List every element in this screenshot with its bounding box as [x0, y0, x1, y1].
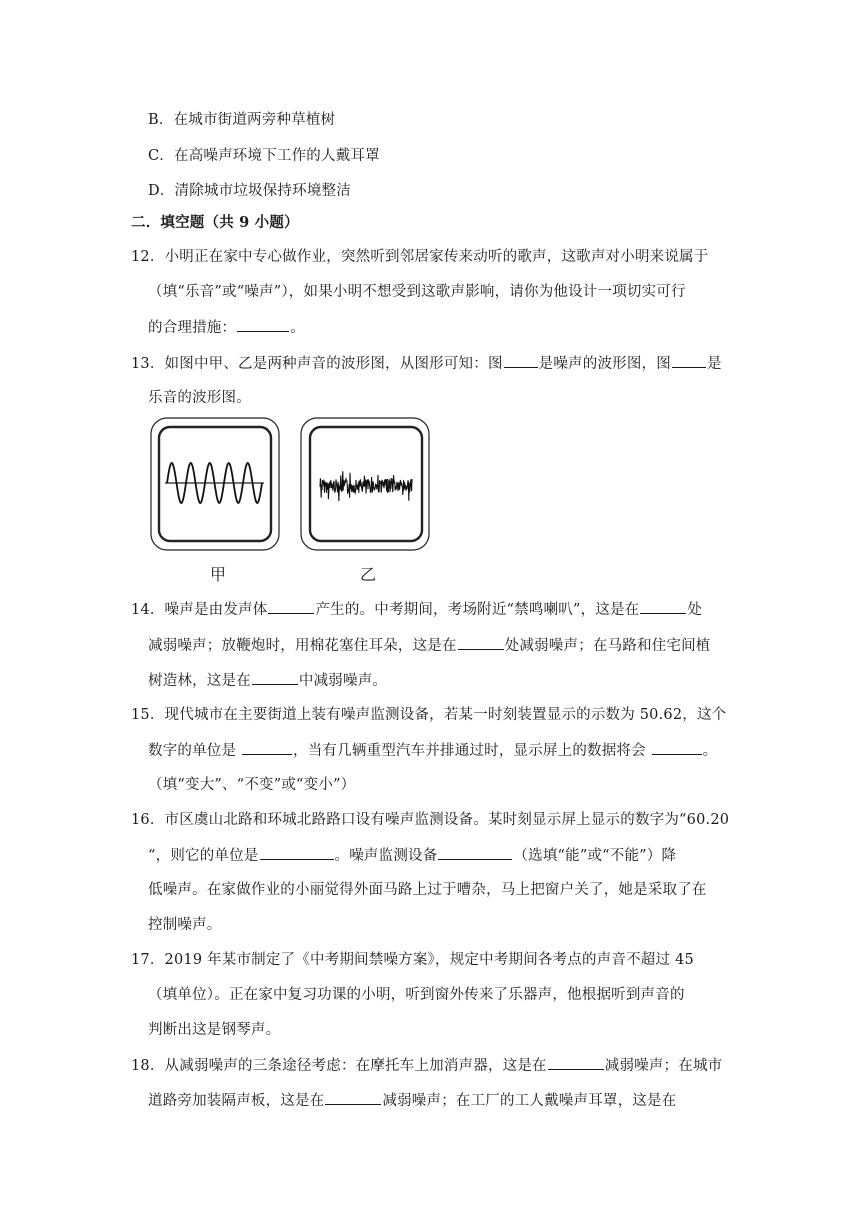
q13-line1-text: 13．如图中甲、乙是两种声音的波形图，从图形可知：图 — [131, 356, 503, 372]
q17-line2: （填单位）。正在家中复习功课的小明，听到窗外传来了乐器声，他根据听到声音的 — [148, 987, 685, 1003]
option-d: D．清除城市垃圾保持环境整洁 — [148, 183, 351, 199]
q15-line2-text: 数字的单位是 — [148, 743, 242, 759]
label-yi: 乙 — [360, 565, 377, 584]
q15-line1: 15．现代城市在主要街道上装有噪声监测设备，若某一时刻装置显示的示数为 50.62，这个 — [131, 707, 727, 723]
q14-line1-text: 14．噪声是由发声体 — [131, 602, 268, 618]
q14-line1 — [131, 599, 702, 620]
q18-line2-text: 道路旁加装隔声板，这是在 — [148, 1093, 325, 1109]
q13-line1-mid: 是噪声的波形图，图 — [538, 356, 671, 372]
answer-blank[interactable] — [268, 599, 314, 614]
q18-line1-text: 18．从减弱噪声的三条途径考虑：在摩托车上加消声器，这是在 — [131, 1058, 547, 1074]
answer-blank[interactable] — [242, 740, 292, 755]
answer-blank[interactable] — [325, 1090, 381, 1105]
q18-line1-end: 减弱噪声；在城市 — [604, 1058, 723, 1074]
q14-line3-end: 中减弱噪声。 — [298, 673, 388, 689]
q15-line2 — [148, 740, 717, 761]
q16-line2 — [148, 845, 676, 866]
answer-blank[interactable] — [438, 845, 512, 860]
q14-line2-text: 减弱噪声；放鞭炮时，用棉花塞住耳朵，这是在 — [148, 638, 457, 654]
q18-line2 — [148, 1090, 676, 1111]
q14-line3-text: 树造林，这是在 — [148, 673, 251, 689]
q16-line2-end: （选填“能”或“不能”）降 — [513, 848, 677, 864]
answer-blank[interactable] — [504, 353, 538, 368]
q14-line2 — [148, 635, 711, 656]
q18-line1 — [131, 1055, 722, 1076]
answer-blank[interactable] — [252, 670, 298, 685]
label-jia: 甲 — [210, 565, 227, 584]
q15-line2-end: 。 — [702, 743, 718, 759]
q16-line3: 低噪声。在家做作业的小丽觉得外面马路上过于嘈杂，马上把窗户关了，她是采取了在 — [148, 882, 707, 898]
answer-blank[interactable] — [237, 317, 289, 332]
q13-line1-end: 是 — [706, 356, 722, 372]
option-b: B．在城市街道两旁种草植树 — [148, 112, 336, 128]
waveform-screens — [150, 416, 435, 556]
q14-line2-end: 处减弱噪声；在马路和住宅间植 — [504, 638, 711, 654]
q12-line3 — [148, 317, 305, 338]
q12-line3-end: 。 — [290, 320, 305, 336]
q15-line3: （填“变大”、“不变”或“变小”） — [148, 777, 356, 793]
answer-blank[interactable] — [640, 599, 686, 614]
q12-line3-text: 的合理措施： — [148, 320, 237, 336]
q16-line1: 16．市区虞山北路和环城北路路口设有噪声监测设备。某时刻显示屏上显示的数字为“60.20 — [131, 812, 730, 828]
q16-line2-text: “，则它的单位是 — [148, 848, 259, 864]
q15-line2-mid: ，当有几辆重型汽车并排通过时，显示屏上的数据将会 — [293, 743, 651, 759]
waveform-figure — [150, 416, 435, 588]
q14-line1-mid: 产生的。中考期间，考场附近“禁鸣喇叭”，这是在 — [315, 602, 640, 618]
q17-line3: 判断出这是钢琴声。 — [148, 1022, 281, 1038]
answer-blank[interactable] — [260, 845, 334, 860]
answer-blank[interactable] — [458, 635, 504, 650]
answer-blank[interactable] — [672, 353, 706, 368]
q17-line1: 17．2019 年某市制定了《中考期间禁噪方案》，规定中考期间各考点的声音不超过 45 — [131, 952, 694, 968]
section-title: 二．填空题（共 9 小题） — [131, 214, 299, 231]
q14-line3 — [148, 670, 387, 691]
option-c: C．在高噪声环境下工作的人戴耳罩 — [148, 148, 380, 164]
answer-blank[interactable] — [548, 1055, 604, 1070]
answer-blank[interactable] — [652, 740, 702, 755]
q13-line1 — [131, 353, 722, 374]
q16-line4: 控制噪声。 — [148, 917, 222, 933]
q18-line2-end: 减弱噪声；在工厂的工人戴噪声耳罩，这是在 — [382, 1093, 677, 1109]
q14-line1-end: 处 — [687, 602, 703, 618]
noise-wave — [320, 471, 412, 501]
q16-line2-mid: 。噪声监测设备 — [334, 848, 438, 864]
q12-line2: （填“乐音”或“噪声”），如果小明不想受到这歌声影响，请你为他设计一项切实可行 — [148, 284, 686, 300]
q13-line2: 乐音的波形图。 — [148, 390, 251, 406]
q12-line1: 12．小明正在家中专心做作业，突然听到邻居家传来动听的歌声，这歌声对小明来说属于 — [131, 249, 709, 265]
